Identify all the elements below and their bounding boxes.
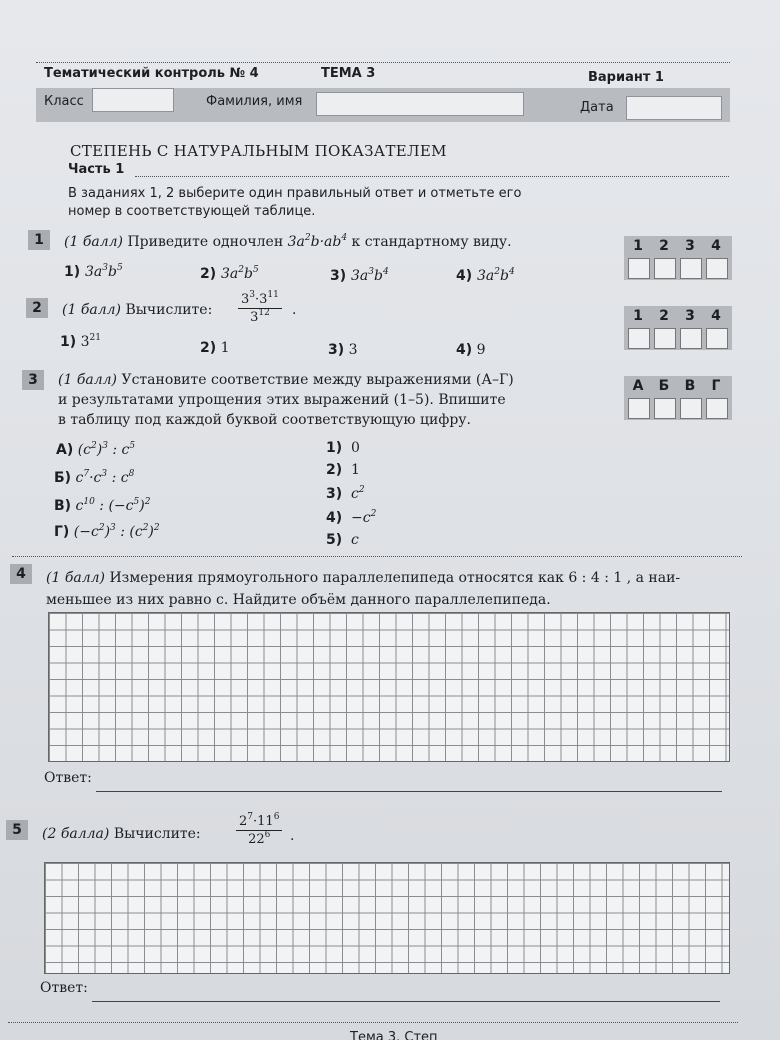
q3-right-5: 5) c xyxy=(326,532,359,548)
q3-line-1: (1 балл) Установите соответствие между выражениями (А–Г) xyxy=(58,372,514,388)
q5-fraction: $\frac{2^7\cdot 11^6}{22^6}$ xyxy=(236,814,282,847)
q3-line-3: в таблицу под каждой буквой соответствующую цифру. xyxy=(58,412,471,428)
q2-header-4: 4 xyxy=(711,308,721,324)
q4-answer-line[interactable] xyxy=(96,790,722,792)
q1-answer-cell[interactable] xyxy=(680,258,702,279)
q1-text-after: к стандартному виду. xyxy=(351,234,512,250)
q1-header-3: 3 xyxy=(685,238,695,254)
q1-text-before: Приведите одночлен xyxy=(127,234,284,250)
q1-points: (1 балл) xyxy=(64,234,124,250)
q2-option-1: 1) $3^{21}$ xyxy=(60,333,101,350)
q3-left-g: Г) $(-c^2)^3$ : $(c^2)^2$ xyxy=(54,523,160,540)
q5-answer-line[interactable] xyxy=(92,1000,720,1002)
page-title: СТЕПЕНЬ С НАТУРАЛЬНЫМ ПОКАЗАТЕЛЕМ xyxy=(70,142,447,160)
part-label: Часть 1 xyxy=(68,162,125,177)
q1-header-1: 1 xyxy=(633,238,643,254)
q2-answer-table xyxy=(624,306,732,350)
q5-text: (2 балла) Вычислите: xyxy=(42,826,201,842)
date-label: Дата xyxy=(580,100,614,115)
q3-right-4: $4) -c^2$ xyxy=(326,509,377,526)
q3-header-v: В xyxy=(684,378,696,394)
q1-answer-table xyxy=(624,236,732,280)
q3-answer-cell[interactable] xyxy=(628,398,650,419)
q4-answer-label: Ответ: xyxy=(44,770,92,786)
question-number: 2 xyxy=(26,298,48,318)
q1-answer-cell[interactable] xyxy=(628,258,650,279)
q4-work-grid[interactable] xyxy=(48,612,730,762)
variant-label: Вариант 1 xyxy=(588,70,664,85)
q3-right-3: 3) $c^2$ xyxy=(326,485,365,502)
q3-header-a: А xyxy=(632,378,644,394)
q3-answer-cell[interactable] xyxy=(680,398,702,419)
q1-option-4: 4) $3a^2b^4$ xyxy=(456,267,515,284)
q2-text xyxy=(62,302,212,318)
q2-option-3: 3) 3 xyxy=(328,342,358,358)
bottom-dotted-line xyxy=(8,1022,738,1023)
q3-header-g: Г xyxy=(711,378,721,394)
part-dotted-line xyxy=(135,176,729,177)
q2-option-2: 2) 1 xyxy=(200,340,230,356)
q1-option-2: 2) $3a^2b^5$ xyxy=(200,265,259,282)
q2-option-4: 4) 9 xyxy=(456,342,486,358)
instructions-line-2: номер в соответствующей таблице. xyxy=(68,204,316,219)
q1-answer-cell[interactable] xyxy=(654,258,676,279)
footer-text: Тема 3. Степ xyxy=(350,1030,438,1040)
q3-answer-cell[interactable] xyxy=(654,398,676,419)
q5-work-grid[interactable] xyxy=(44,862,730,974)
q2-answer-cell[interactable] xyxy=(680,328,702,349)
q3-right-1: 1) 0 xyxy=(326,440,360,456)
control-title: Тематический контроль № 4 xyxy=(44,66,259,81)
q3-left-v: В) $c^{10}$ : $(-c^5)^2$ xyxy=(54,497,151,514)
name-field[interactable] xyxy=(316,92,524,116)
instructions-line-1: В заданиях 1, 2 выберите один правильный ответ и отметьте его xyxy=(68,186,522,201)
q4-line-2: меньшее из них равно c. Найдите объём данного параллелепипеда. xyxy=(46,592,551,608)
question-number: 1 xyxy=(28,230,50,250)
q1-option-3: 3) $3a^3b^4$ xyxy=(330,267,389,284)
name-label: Фамилия, имя xyxy=(206,94,303,109)
q3-line-2: и результатами упрощения этих выражений (1–5). Впишите xyxy=(58,392,506,408)
class-label: Класс xyxy=(44,94,84,109)
q3-left-b: Б) $c^7\cdot c^3$ : $c^8$ xyxy=(54,469,135,486)
question-number: 4 xyxy=(10,564,32,584)
header-block xyxy=(36,64,730,126)
q2-answer-cell[interactable] xyxy=(654,328,676,349)
q2-answer-cell[interactable] xyxy=(628,328,650,349)
q2-header-2: 2 xyxy=(659,308,669,324)
q2-period: . xyxy=(292,302,297,318)
question-number: 5 xyxy=(6,820,28,840)
q1-header-2: 2 xyxy=(659,238,669,254)
q3-right-2: 2) 1 xyxy=(326,462,360,478)
q3-left-a: А) $(c^2)^3$ : $c^5$ xyxy=(56,441,136,458)
q2-answer-cell[interactable] xyxy=(706,328,728,349)
q3-answer-table xyxy=(624,376,732,420)
q1-expression: $3a^2b\cdot ab^4$ xyxy=(287,233,348,250)
q1-text xyxy=(64,234,512,250)
q1-header-4: 4 xyxy=(711,238,721,254)
question-number: 3 xyxy=(22,370,44,390)
theme-label: ТЕМА 3 xyxy=(321,66,376,81)
q3-header-b: Б xyxy=(658,378,670,394)
q3-answer-cell[interactable] xyxy=(706,398,728,419)
q2-prompt: Вычислите: xyxy=(125,302,213,318)
q1-option-1: 1) $3a^3b^5$ xyxy=(64,263,123,280)
q2-points: (1 балл) xyxy=(62,302,122,318)
q5-period: . xyxy=(290,828,295,844)
q2-header-1: 1 xyxy=(633,308,643,324)
q1-answer-cell[interactable] xyxy=(706,258,728,279)
q4-separator xyxy=(12,556,742,557)
q4-line-1: (1 балл) Измерения прямоугольного параллелепипеда относятся как 6 : 4 : 1 , а наи- xyxy=(46,570,681,586)
top-dotted-line xyxy=(36,62,730,63)
q2-fraction: $\frac{3^3\cdot 3^{11}}{3^{12}}$ xyxy=(238,292,282,325)
q2-header-3: 3 xyxy=(685,308,695,324)
q5-answer-label: Ответ: xyxy=(40,980,88,996)
class-field[interactable] xyxy=(92,88,174,112)
date-field[interactable] xyxy=(626,96,722,120)
